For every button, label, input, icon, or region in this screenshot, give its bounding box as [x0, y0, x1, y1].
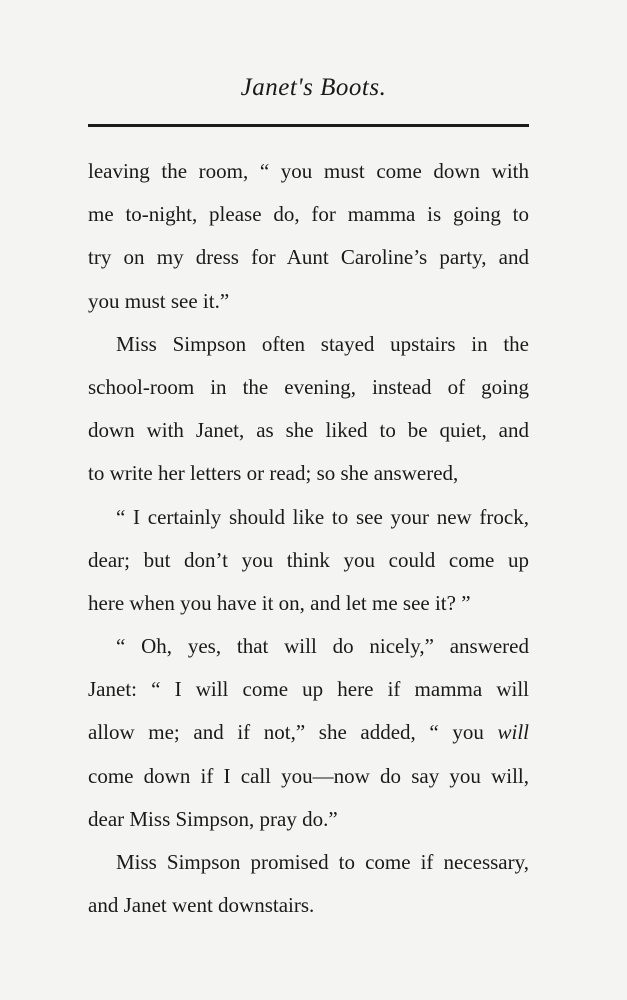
text-line: and Janet went downstairs. — [88, 893, 315, 918]
text-line: school-room in the evening, instead of going — [88, 374, 529, 399]
text-line: down with Janet, as she liked to be quiet, and — [88, 418, 529, 443]
text-line: me to-night, please do, for mamma is going to — [88, 202, 529, 227]
text-line: Miss Simpson promised to come if necessary, — [116, 850, 529, 874]
text-line: try on my dress for Aunt Caroline’s party, and — [88, 245, 529, 270]
text-line: come down if I call you—now do say you will, — [88, 763, 529, 788]
text-line: “ Oh, yes, that will do nicely,” answered — [116, 634, 529, 659]
text-line: dear; but don’t you think you could come up — [88, 547, 529, 572]
text-line: Miss Simpson often stayed upstairs in the — [116, 331, 529, 356]
text-line: dear Miss Simpson, pray do.” — [88, 806, 338, 831]
body-text — [88, 150, 529, 927]
text-line: allow me; and if not,” she added, “ you will — [88, 720, 529, 745]
text-line: “ I certainly should like to see your new frock, — [116, 504, 529, 529]
text-line: to write her letters or read; so she answered, — [88, 461, 459, 486]
text-line: here when you have it on, and let me see it? ” — [88, 590, 471, 615]
running-head-title: Janet's Boots. — [240, 74, 387, 101]
header-rule — [88, 124, 529, 127]
text-line: Janet: “ I will come up here if mamma will — [88, 677, 529, 702]
text-line: leaving the room, “ you must come down with — [88, 159, 529, 183]
text-line: you must see it.” — [88, 288, 230, 313]
